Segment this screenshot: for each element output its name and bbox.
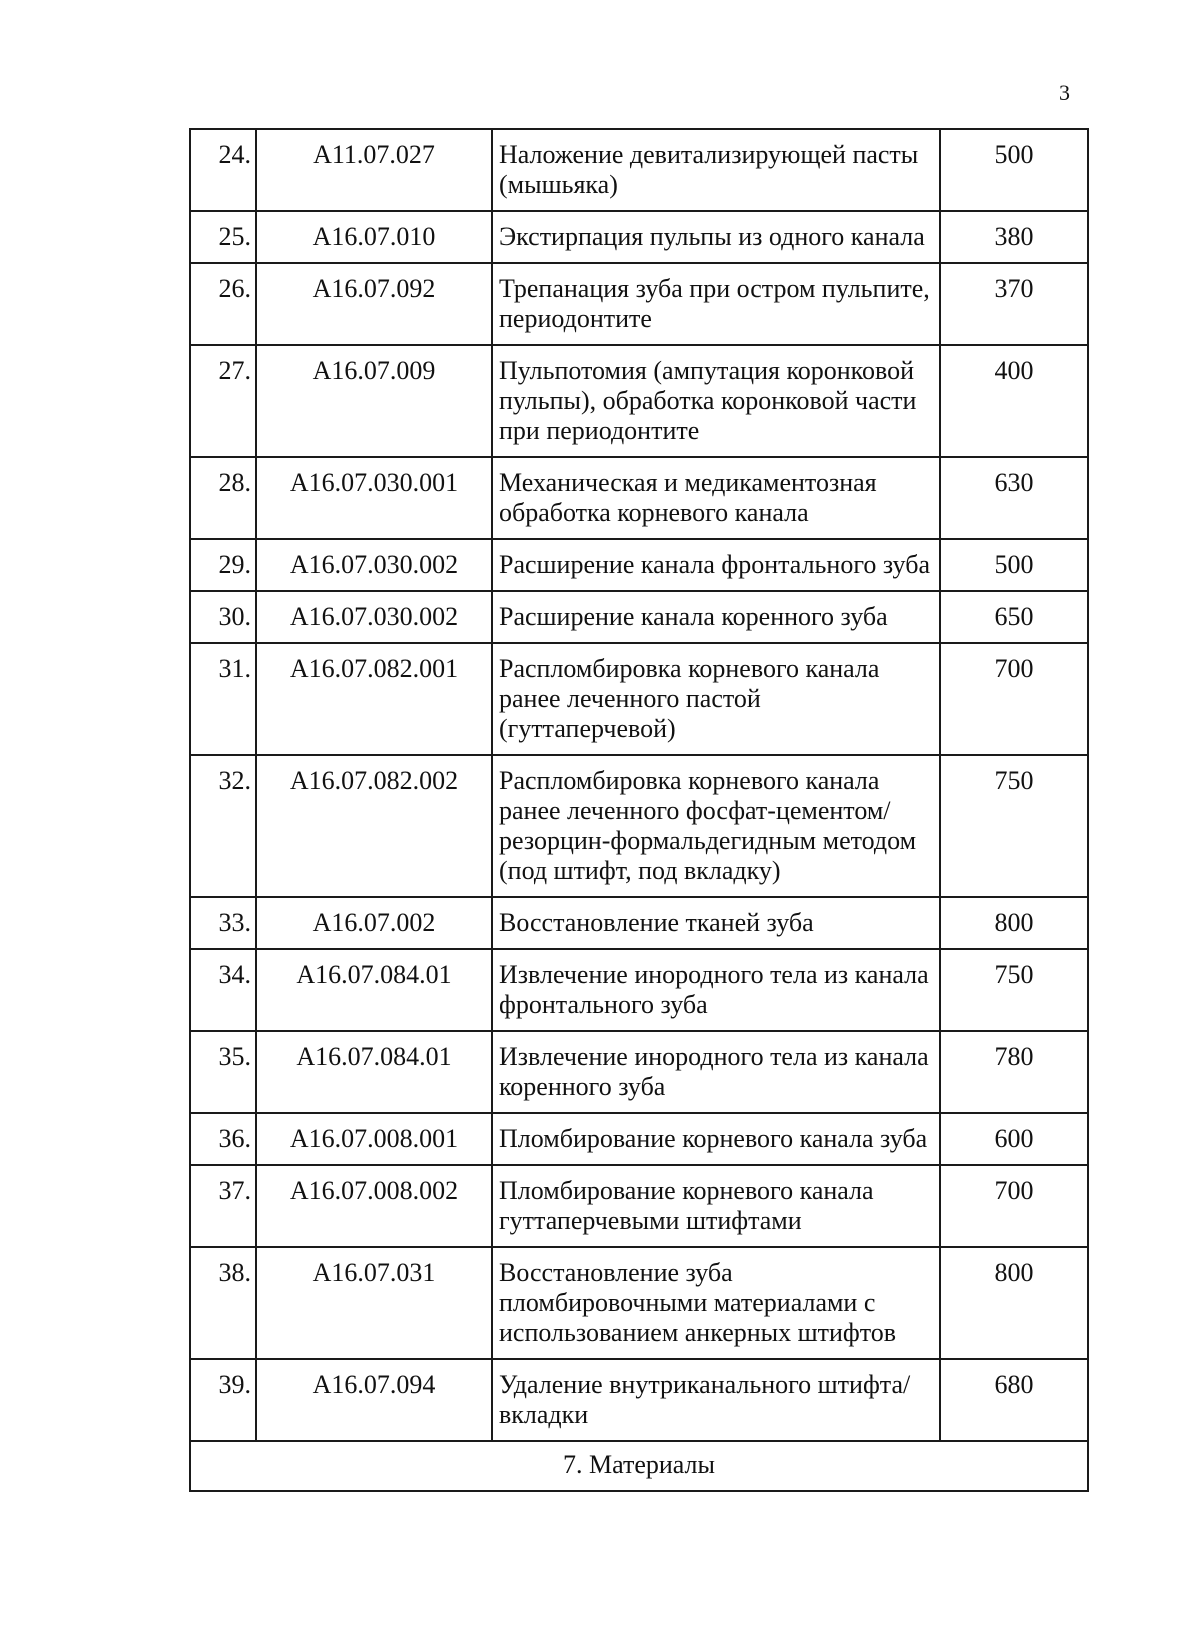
table-row xyxy=(190,755,1088,897)
service-code-cell: А16.07.030.002 xyxy=(256,591,492,643)
service-code-cell: А16.07.082.002 xyxy=(256,755,492,897)
row-number-cell: 38. xyxy=(190,1247,256,1359)
price-cell: 780 xyxy=(940,1031,1088,1113)
price-cell: 800 xyxy=(940,1247,1088,1359)
table-row xyxy=(190,1247,1088,1359)
table-row xyxy=(190,949,1088,1031)
table-row xyxy=(190,1113,1088,1165)
row-number-cell: 28. xyxy=(190,457,256,539)
row-number-cell: 32. xyxy=(190,755,256,897)
service-name-cell: Распломбировка корневого канала ранее леченного фосфат-цементом/ резорцин-формальдегидным методом (под штифт, под вкладку) xyxy=(492,755,940,897)
service-name-cell: Восстановление зуба пломбировочными материалами с использованием анкерных штифтов xyxy=(492,1247,940,1359)
service-code-cell: А16.07.010 xyxy=(256,211,492,263)
page-number: 3 xyxy=(1059,80,1070,105)
row-number-cell: 29. xyxy=(190,539,256,591)
service-code-cell: А16.07.008.002 xyxy=(256,1165,492,1247)
price-cell: 750 xyxy=(940,949,1088,1031)
service-code-cell: А16.07.008.001 xyxy=(256,1113,492,1165)
price-table xyxy=(189,128,1089,1492)
price-cell: 750 xyxy=(940,755,1088,897)
row-number-cell: 26. xyxy=(190,263,256,345)
row-number-cell: 27. xyxy=(190,345,256,457)
table-row xyxy=(190,591,1088,643)
row-number-cell: 35. xyxy=(190,1031,256,1113)
service-name-cell: Извлечение инородного тела из канала фронтального зуба xyxy=(492,949,940,1031)
service-name-cell: Восстановление тканей зуба xyxy=(492,897,940,949)
price-cell: 380 xyxy=(940,211,1088,263)
service-code-cell: А16.07.009 xyxy=(256,345,492,457)
price-cell: 700 xyxy=(940,643,1088,755)
row-number-cell: 37. xyxy=(190,1165,256,1247)
service-code-cell: А16.07.031 xyxy=(256,1247,492,1359)
row-number-cell: 36. xyxy=(190,1113,256,1165)
service-name-cell: Трепанация зуба при остром пульпите, периодонтите xyxy=(492,263,940,345)
table-row xyxy=(190,643,1088,755)
service-name-cell: Расширение канала коренного зуба xyxy=(492,591,940,643)
price-cell: 500 xyxy=(940,539,1088,591)
service-name-cell: Распломбировка корневого канала ранее леченного пастой (гуттаперчевой) xyxy=(492,643,940,755)
service-code-cell: А16.07.084.01 xyxy=(256,1031,492,1113)
price-table-body xyxy=(190,129,1088,1491)
service-code-cell: А16.07.094 xyxy=(256,1359,492,1441)
price-cell: 800 xyxy=(940,897,1088,949)
table-row xyxy=(190,211,1088,263)
table-row xyxy=(190,457,1088,539)
table-row xyxy=(190,1359,1088,1441)
service-name-cell: Пломбирование корневого канала гуттаперчевыми штифтами xyxy=(492,1165,940,1247)
row-number-cell: 34. xyxy=(190,949,256,1031)
service-code-cell: А11.07.027 xyxy=(256,129,492,211)
price-cell: 700 xyxy=(940,1165,1088,1247)
table-row xyxy=(190,1031,1088,1113)
service-name-cell: Механическая и медикаментозная обработка корневого канала xyxy=(492,457,940,539)
service-name-cell: Удаление внутриканального штифта/ вкладки xyxy=(492,1359,940,1441)
service-code-cell: А16.07.002 xyxy=(256,897,492,949)
table-row xyxy=(190,263,1088,345)
service-code-cell: А16.07.030.001 xyxy=(256,457,492,539)
table-row xyxy=(190,539,1088,591)
row-number-cell: 24. xyxy=(190,129,256,211)
table-row xyxy=(190,897,1088,949)
price-cell: 600 xyxy=(940,1113,1088,1165)
table-row xyxy=(190,129,1088,211)
row-number-cell: 30. xyxy=(190,591,256,643)
price-cell: 650 xyxy=(940,591,1088,643)
row-number-cell: 39. xyxy=(190,1359,256,1441)
service-name-cell: Расширение канала фронтального зуба xyxy=(492,539,940,591)
price-cell: 370 xyxy=(940,263,1088,345)
service-name-cell: Пломбирование корневого канала зуба xyxy=(492,1113,940,1165)
service-code-cell: А16.07.084.01 xyxy=(256,949,492,1031)
service-name-cell: Наложение девитализирующей пасты (мышьяка) xyxy=(492,129,940,211)
price-cell: 500 xyxy=(940,129,1088,211)
section-heading: 7. Материалы xyxy=(190,1441,1088,1491)
service-code-cell: А16.07.092 xyxy=(256,263,492,345)
service-name-cell: Извлечение инородного тела из канала коренного зуба xyxy=(492,1031,940,1113)
row-number-cell: 25. xyxy=(190,211,256,263)
service-name-cell: Экстирпация пульпы из одного канала xyxy=(492,211,940,263)
section-heading-row xyxy=(190,1441,1088,1491)
row-number-cell: 33. xyxy=(190,897,256,949)
price-cell: 400 xyxy=(940,345,1088,457)
service-code-cell: А16.07.082.001 xyxy=(256,643,492,755)
price-cell: 630 xyxy=(940,457,1088,539)
row-number-cell: 31. xyxy=(190,643,256,755)
table-row xyxy=(190,1165,1088,1247)
service-code-cell: А16.07.030.002 xyxy=(256,539,492,591)
price-cell: 680 xyxy=(940,1359,1088,1441)
service-name-cell: Пульпотомия (ампутация коронковой пульпы), обработка коронковой части при периодонтите xyxy=(492,345,940,457)
table-row xyxy=(190,345,1088,457)
